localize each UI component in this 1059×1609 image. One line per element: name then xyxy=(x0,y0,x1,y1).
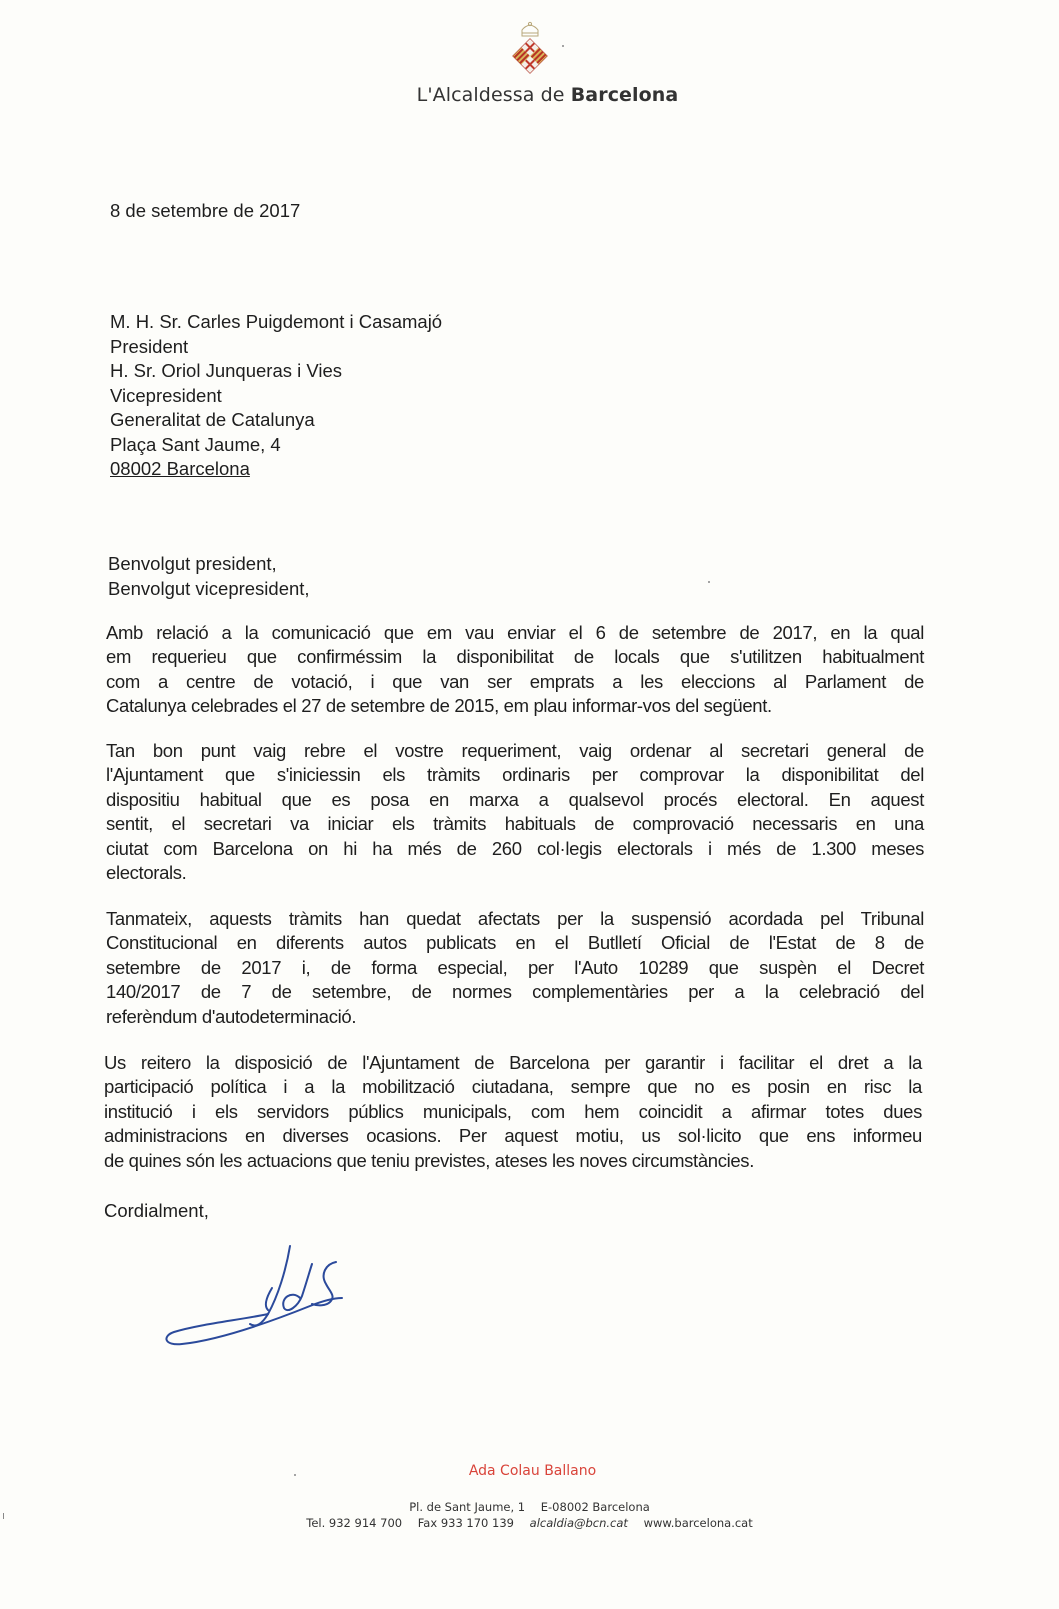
paragraph-line: setembre de 2017 i, de forma especial, per l'Auto 10289 que suspèn el Decret xyxy=(106,956,924,978)
paragraph-line: electorals. xyxy=(106,861,187,883)
scan-speck xyxy=(708,581,710,583)
letterhead-title: L'Alcaldessa de Barcelona xyxy=(416,84,679,106)
recipient-line: Plaça Sant Jaume, 4 xyxy=(110,433,281,455)
signer-name: Ada Colau Ballano xyxy=(468,1463,597,1479)
paragraph-line: Tanmateix, aquests tràmits han quedat afectats per la suspensió acordada pel Tribunal xyxy=(106,908,924,929)
salutation-line: Benvolgut president, xyxy=(108,553,277,574)
recipient-line: Generalitat de Catalunya xyxy=(110,409,315,430)
paragraph-line: Catalunya celebrades el 27 de setembre de 2015, em plau informar-vos del següent. xyxy=(106,695,772,717)
paragraph-line: dispositiu habitual que es posa en marxa a qualsevol procés electoral. En aquest xyxy=(106,788,924,810)
salutation xyxy=(108,552,310,601)
body-paragraph-3 xyxy=(106,907,924,1029)
scan-speck xyxy=(562,45,564,47)
footer-email-link[interactable]: alcaldia@bcn.cat xyxy=(529,1516,628,1530)
salutation-line: Benvolgut vicepresident, xyxy=(108,577,310,599)
paragraph-line: 140/2017 de 7 de setembre, de normes complementàries per a la celebració del xyxy=(106,981,924,1003)
paragraph-line: Constitucional en diferents autos publicats en el Butlletí Oficial de l'Estat de 8 de xyxy=(106,932,924,954)
footer-website-link[interactable]: www.barcelona.cat xyxy=(643,1516,753,1530)
handwritten-signature-icon xyxy=(160,1240,360,1350)
barcelona-coat-of-arms-icon xyxy=(512,20,548,76)
paragraph-line: Us reitero la disposició de l'Ajuntament de Barcelona per garantir i facilitar el dret a la xyxy=(104,1052,922,1073)
paragraph-line: institució i els servidors públics municipals, com hem coincidit a afirmar totes dues xyxy=(104,1100,922,1122)
recipient-address xyxy=(110,310,442,482)
paragraph-line: Tan bon punt vaig rebre el vostre requeriment, vaig ordenar al secretari general de xyxy=(106,740,924,761)
paragraph-line: sentit, el secretari va iniciar els tràmits habituals de comprovació necessaris en una xyxy=(106,813,924,835)
letter-date: 8 de setembre de 2017 xyxy=(110,200,301,221)
paragraph-line: Amb relació a la comunicació que em vau enviar el 6 de setembre de 2017, en la qual xyxy=(106,622,924,643)
paragraph-line: em requerieu que confirméssim la disponibilitat de locals que s'utilitzen habitualment xyxy=(106,646,924,668)
paragraph-line: ciutat com Barcelona on hi ha més de 260 col·legis electorals i més de 1.300 meses xyxy=(106,837,924,859)
scan-speck xyxy=(294,1474,296,1476)
paragraph-line: referèndum d'autodeterminació. xyxy=(106,1005,357,1027)
footer-postal: E-08002 Barcelona xyxy=(540,1500,650,1514)
footer-address xyxy=(0,1500,1059,1514)
recipient-line: H. Sr. Oriol Junqueras i Vies xyxy=(110,360,343,381)
paragraph-line: com a centre de votació, i que van ser emprats a les eleccions al Parlament de xyxy=(106,670,924,692)
recipient-line: Vicepresident xyxy=(110,384,222,406)
footer-tel: Tel. 932 914 700 xyxy=(306,1516,403,1530)
paragraph-line: de quines són les actuacions que teniu previstes, ateses les noves circumstàncies. xyxy=(104,1149,755,1171)
recipient-line: 08002 Barcelona xyxy=(110,458,250,479)
body-paragraph-1 xyxy=(106,621,924,719)
footer-contact xyxy=(0,1516,1059,1530)
closing: Cordialment, xyxy=(104,1200,209,1221)
paragraph-line: administracions en diverses ocasions. Per aquest motiu, us sol·licito que ens informeu xyxy=(104,1125,922,1147)
scan-speck xyxy=(3,1513,4,1519)
footer-fax: Fax 933 170 139 xyxy=(417,1516,514,1530)
recipient-line: M. H. Sr. Carles Puigdemont i Casamajó xyxy=(110,311,443,332)
body-paragraph-2 xyxy=(106,739,924,885)
footer-street: Pl. de Sant Jaume, 1 xyxy=(409,1500,526,1514)
paragraph-line: participació política i a la mobilització ciutadana, sempre que no es posin en risc la xyxy=(104,1076,922,1098)
paragraph-line: l'Ajuntament que s'iniciessin els tràmits ordinaris per comprovar la disponibilitat del xyxy=(106,764,924,786)
recipient-line: President xyxy=(110,335,189,357)
body-paragraph-4 xyxy=(104,1051,922,1173)
